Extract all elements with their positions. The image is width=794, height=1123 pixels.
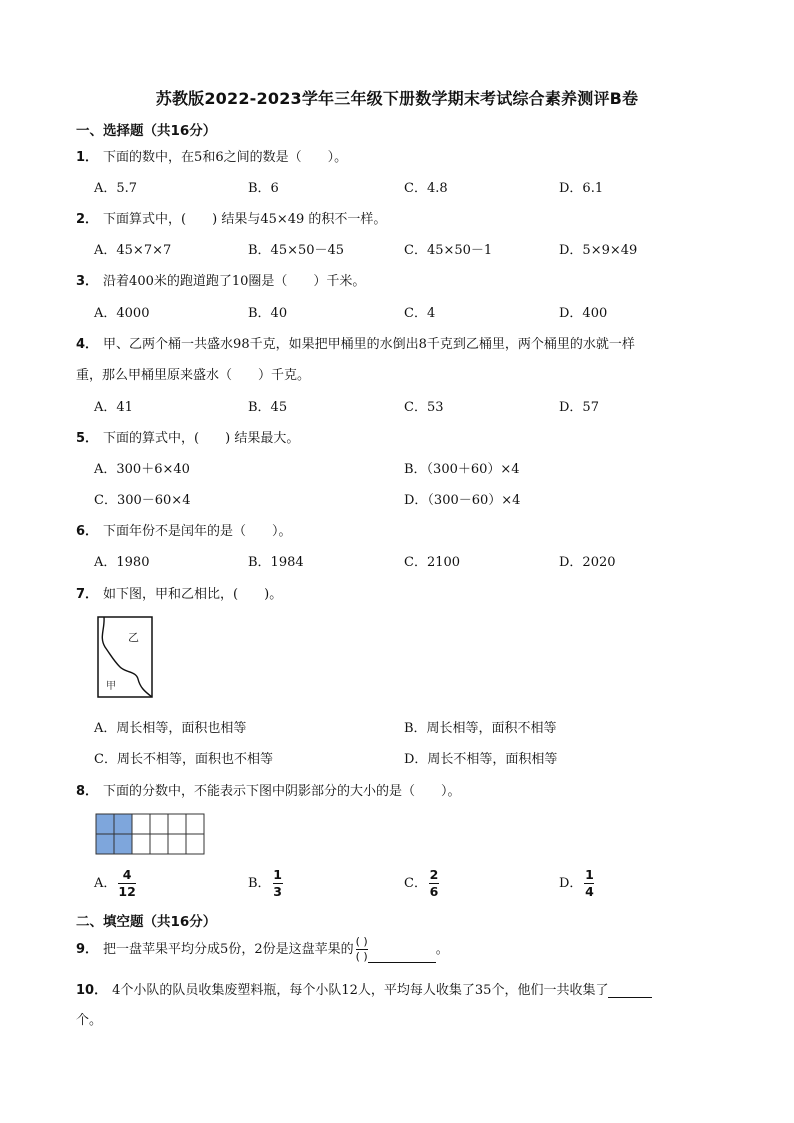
question-2: [76, 208, 386, 227]
shaded-grid-figure: [95, 813, 207, 856]
grid-cell: [132, 834, 150, 854]
question-number: 1．: [76, 150, 99, 165]
option-d: D．57: [559, 400, 599, 415]
question-text-end: 。: [435, 942, 449, 957]
denominator-blank: ( ): [355, 950, 368, 963]
option-b: B．（300＋60）×4: [404, 462, 520, 477]
grid-cell: [150, 814, 168, 834]
question-number: 3．: [76, 274, 99, 289]
option-b: B．6: [248, 181, 279, 196]
answer-blank[interactable]: [368, 948, 436, 963]
option-c: C．周长不相等，面积也不相等: [94, 752, 273, 767]
option-a: A．300＋6×40: [94, 462, 190, 477]
question-7: [76, 583, 282, 602]
question-number: 6．: [76, 524, 99, 539]
figure-rectangle-divided: [96, 615, 156, 701]
option-label: D．: [559, 876, 583, 891]
fraction: [273, 868, 283, 899]
grid-cell-shaded: [96, 834, 114, 854]
grid-cell: [186, 814, 204, 834]
question-number: 9．: [76, 942, 99, 957]
option-c: C．4: [404, 306, 436, 321]
option-d: D．（300－60）×4: [404, 493, 521, 508]
option-b: B．40: [248, 306, 288, 321]
question-4: [76, 333, 635, 352]
option-a: A．41: [94, 400, 133, 415]
option-c: C．53: [404, 400, 444, 415]
option-d: D．5×9×49: [559, 243, 638, 258]
option-b: [248, 868, 283, 899]
option-b: B．45: [248, 400, 288, 415]
fraction: [584, 868, 594, 899]
option-label: C．: [404, 876, 427, 891]
question-number: 8．: [76, 784, 99, 799]
denominator: 3: [273, 884, 282, 899]
option-d: D．2020: [559, 555, 616, 570]
option-d: D．周长不相等，面积相等: [404, 752, 558, 767]
blank-fraction: [356, 936, 368, 963]
grid-cell: [132, 814, 150, 834]
option-a: A．5.7: [94, 181, 138, 196]
denominator: 12: [118, 884, 136, 899]
option-c: [404, 868, 439, 899]
question-text: 甲、乙两个桶一共盛水98千克，如果把甲桶里的水倒出8千克到乙桶里，两个桶里的水就一样: [103, 337, 635, 352]
section-heading-choice: 一、选择题（共16分）: [76, 123, 217, 139]
question-10-continued: 个。: [76, 1013, 103, 1028]
question-text: 下面的分数中，不能表示下图中阴影部分的大小的是（ ）。: [103, 784, 461, 799]
denominator: 6: [429, 884, 439, 899]
answer-blank[interactable]: [608, 983, 652, 998]
option-c: C．45×50－1: [404, 243, 493, 258]
option-b: B．周长相等，面积不相等: [404, 721, 557, 736]
option-a: A．45×7×7: [94, 243, 172, 258]
option-b: B．1984: [248, 555, 304, 570]
question-1: [76, 146, 347, 165]
fraction: [429, 868, 439, 899]
grid-cell: [168, 834, 186, 854]
question-6: [76, 520, 292, 539]
question-text: 下面的算式中，( ) 结果最大。: [103, 431, 300, 446]
question-text: 如下图，甲和乙相比，( )。: [103, 587, 283, 602]
figure-label-yi: 乙: [128, 631, 139, 644]
question-3: [76, 270, 365, 289]
grid-cell: [186, 834, 204, 854]
grid-cell-shaded: [114, 814, 132, 834]
question-9: [76, 936, 449, 963]
question-text: 把一盘苹果平均分成5份，2份是这盘苹果的: [103, 942, 354, 957]
numerator-blank: ( ): [355, 935, 368, 948]
option-a: A．1980: [94, 555, 150, 570]
option-b: B．45×50－45: [248, 243, 345, 258]
question-number: 4．: [76, 337, 99, 352]
option-d: D．6.1: [559, 181, 604, 196]
question-text: 下面年份不是闰年的是（ ）。: [103, 524, 292, 539]
numerator: 1: [273, 867, 282, 882]
option-c: C．2100: [404, 555, 461, 570]
question-10: [76, 979, 652, 998]
question-text: 4个小队的队员收集废塑料瓶，每个小队12人，平均每人收集了35个，他们一共收集了: [112, 983, 609, 998]
fraction: [118, 868, 135, 899]
section-heading-fill: 二、填空题（共16分）: [76, 914, 217, 930]
denominator: 4: [585, 884, 594, 899]
numerator: 4: [122, 867, 132, 882]
question-number: 2．: [76, 212, 99, 227]
numerator: 1: [585, 867, 594, 882]
question-text: 下面的数中，在5和6之间的数是（ ）。: [103, 150, 348, 165]
option-c: C．4.8: [404, 181, 448, 196]
grid-cell: [168, 814, 186, 834]
option-a: A．4000: [94, 306, 150, 321]
option-a: A．周长相等，面积也相等: [94, 721, 247, 736]
question-text: 沿着400米的跑道跑了10圈是（ ）千米。: [103, 274, 366, 289]
question-text: 下面算式中，( ) 结果与45×49 的积不一样。: [103, 212, 387, 227]
option-a: [94, 868, 136, 899]
question-4-continued: 重，那么甲桶里原来盛水（ ）千克。: [76, 368, 311, 383]
question-number: 10．: [76, 983, 108, 998]
option-label: B．: [248, 876, 271, 891]
page-title: 苏教版2022-2023学年三年级下册数学期末考试综合素养测评B卷: [155, 89, 639, 108]
question-8: [76, 780, 461, 799]
option-d: D．400: [559, 306, 608, 321]
grid-cell: [150, 834, 168, 854]
question-number: 5．: [76, 431, 99, 446]
question-number: 7．: [76, 587, 99, 602]
numerator: 2: [429, 867, 439, 882]
grid-cell-shaded: [96, 814, 114, 834]
option-label: A．: [94, 876, 117, 891]
question-5: [76, 427, 299, 446]
option-c: C．300－60×4: [94, 493, 191, 508]
figure-label-jia: 甲: [106, 681, 116, 692]
option-d: [559, 868, 594, 899]
grid-cell-shaded: [114, 834, 132, 854]
